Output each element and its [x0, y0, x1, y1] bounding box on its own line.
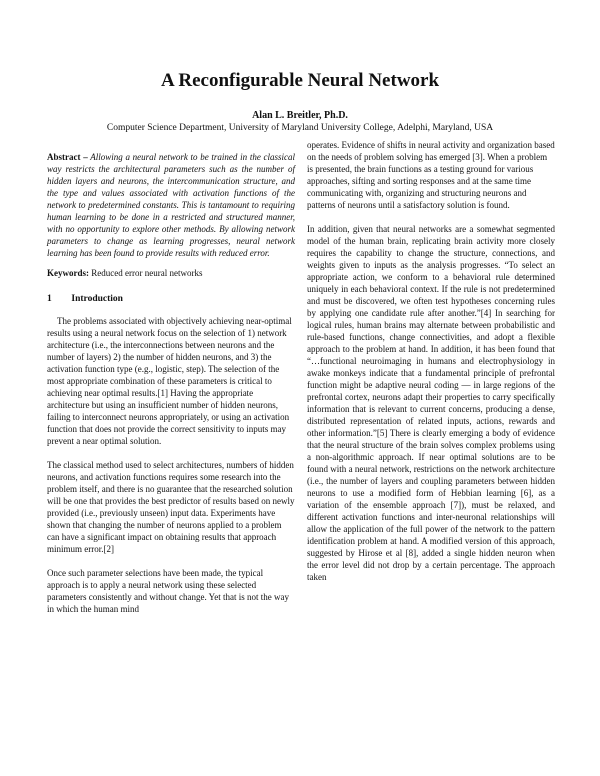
- abstract-text: Allowing a neural network to be trained in the classical way restricts the architectural parameters such as the number of hidden layers and neurons, the intercommunication structure, and the type and values associated with activation functions of the network to predetermined constants. This is tantamount to requiring human learning to be done in a restricted and structured manner, with no opportunity to explore other methods. By allowing network parameters to change as learning progresses, neural network learning has been found to provide results with reduced error.: [47, 152, 296, 258]
- body-paragraph: The problems associated with objectively achieving near-optimal results using a neural network focus on the selection of 1) network architecture (i.e., the interconnections between neurons and the number of layers) 2) the number of hidden neurons, and 3) the activation function type (e.g., logistic, step). The selection of the most appropriate combination of these parameters is critical to achieving near optimal results.[1] Having the appropriate architecture but using an insufficient number of hidden neurons, failing to interconnect neurons appropriately, or using an activation function that does not provide the correct sensitivity to inputs may prevent a near optimal solution.: [47, 316, 292, 446]
- author-affiliation: Computer Science Department, University of Maryland University College, Adelphi, Maryland, USA: [106, 123, 494, 133]
- body-paragraph: Once such parameter selections have been made, the typical approach is to apply a neural network using these selected parameters consistently and without change. Yet that is not the way in which the human mind: [47, 568, 289, 614]
- body-paragraph: The classical method used to select architectures, numbers of hidden neurons, and activation functions requires some research into the problem itself, and there is no guarantee that the researched solution will be one that provides the best predictor of results based on newly provided (i.e., previously unseen) input data. Experiments have shown that changing the number of neurons applied to a problem can have a significant impact on obtaining results that approach minimum error.[2]: [47, 460, 295, 554]
- abstract: [47, 151, 295, 259]
- section-title: Introduction: [71, 294, 123, 304]
- keywords-text: Reduced error neural networks: [91, 268, 203, 278]
- keywords: [47, 267, 295, 279]
- author-name: Alan L. Breitler, Ph.D.: [252, 110, 348, 121]
- paper-title: A Reconfigurable Neural Network: [160, 70, 440, 91]
- left-column: [47, 151, 295, 615]
- body-paragraph: operates. Evidence of shifts in neural activity and organization based on the needs of problem solving has emerged [3]. When a problem is presented, the brain functions as a testing ground for various approaches, sifting and sorting responses and at the same time communicating with, organizing and structuring neurons and patterns of neurons until a satisfactory solution is found.: [307, 140, 555, 210]
- abstract-label: Abstract –: [47, 152, 88, 162]
- keywords-label: Keywords:: [47, 268, 89, 278]
- section-heading: [47, 293, 295, 305]
- right-column: [307, 139, 555, 583]
- body-paragraph: In addition, given that neural networks are a somewhat segmented model of the human brain, replicating brain activity more closely requires the capability to change the structure, connections, and weights given to inputs as the analysis progresses. “To select an appropriate action, we conform to a behavioral rule determined uniquely in each behavioral context. If the rule is not predetermined and must be discovered, we often test hypotheses concerning rules by applying one candidate rule after another.”[4] In searching for logical rules, human brains may alternate between probabilistic and rule-based functions, change connectivities, and adopt a flexible approach to the problem at hand. In addition, it has been found that “…functional neuroimaging in humans and electrophysiology in awake monkeys indicate that a fundamental principle of prefrontal function might be adaptive neural coding — in large regions of the prefrontal cortex, neurons adapt their properties to carry specifically information that is relevant to current concerns, producing a dense, distributed representation of related inputs, actions, rewards and other information.”[5] There is clearly emerging a body of evidence that the neural structure of the brain solves complex problems using a non-algorithmic approach. If near optimal solutions are to be found with a neural network, restrictions on the network architecture (i.e., the number of layers and coupling parameters between hidden neurons to use a modified form of Hebbian learning [6], as a variation of the ensemble approach [7]), must be relaxed, and different activation functions and inter-neuronal relationships will allow the application of the full power of the network to the pattern identification problem at hand. A modified version of this approach, suggested by Hirose et al [8], added a single hidden neuron when the error level did not drop by a certain percentage. The approach taken: [307, 224, 555, 582]
- section-number: 1: [47, 294, 52, 304]
